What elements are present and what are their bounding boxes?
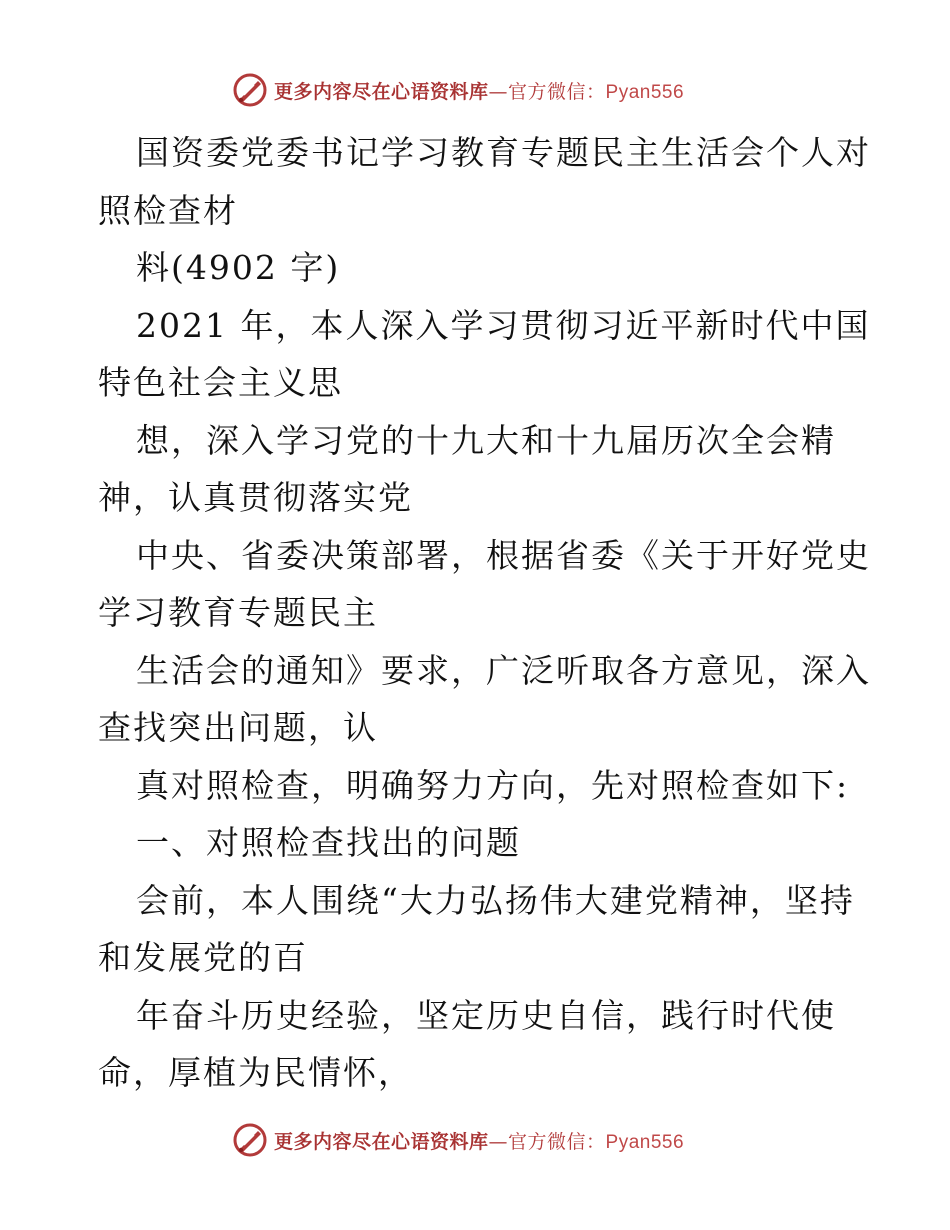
- body-line: 会前，本人围绕“大力弘扬伟大建党精神，坚持: [136, 880, 855, 920]
- banner-text: [274, 77, 684, 104]
- banner-separator: —: [488, 1130, 509, 1153]
- banner-wechat-label: 官方微信：: [508, 1130, 606, 1153]
- banner-separator: —: [488, 80, 509, 103]
- body-line: 年奋斗历史经验，坚定历史自信，践行时代使: [136, 995, 836, 1035]
- banner-brand: 更多内容尽在心语资料库: [274, 1130, 489, 1153]
- document-body: [98, 124, 871, 1102]
- footer-banner: [232, 1120, 684, 1160]
- body-line: 神，认真贯彻落实党: [98, 478, 413, 517]
- banner-wechat-id: Pyan556: [605, 81, 685, 103]
- body-line: 2021 年，本人深入学习贯彻习近平新时代中国: [136, 305, 871, 345]
- body-line: 命，厚植为民情怀，: [98, 1053, 413, 1092]
- section-heading: 一、对照检查找出的问题: [136, 823, 521, 862]
- body-line: 想，深入学习党的十九大和十九届历次全会精: [136, 420, 836, 460]
- body-line: 真对照检查，明确努力方向，先对照检查如下:: [136, 765, 850, 805]
- banner-text: [274, 1127, 684, 1154]
- body-line: 料(4902 字): [136, 248, 341, 287]
- quill-logo-icon: [232, 72, 268, 108]
- header-banner: [232, 70, 684, 110]
- body-line: 特色社会主义思: [98, 363, 343, 402]
- body-line: 查找突出问题，认: [98, 708, 378, 747]
- body-line: 国资委党委书记学习教育专题民主生活会个人对: [136, 133, 871, 172]
- body-line: 和发展党的百: [98, 938, 308, 977]
- banner-wechat-id: Pyan556: [605, 1131, 685, 1153]
- body-line: 学习教育专题民主: [98, 593, 378, 632]
- banner-wechat-label: 官方微信：: [508, 80, 606, 103]
- body-line: 中央、省委决策部署，根据省委《关于开好党史: [136, 535, 871, 575]
- body-line: 生活会的通知》要求，广泛听取各方意见，深入: [136, 650, 871, 690]
- quill-logo-icon: [232, 1122, 268, 1158]
- body-line: 照检查材: [98, 190, 238, 230]
- banner-brand: 更多内容尽在心语资料库: [274, 80, 489, 103]
